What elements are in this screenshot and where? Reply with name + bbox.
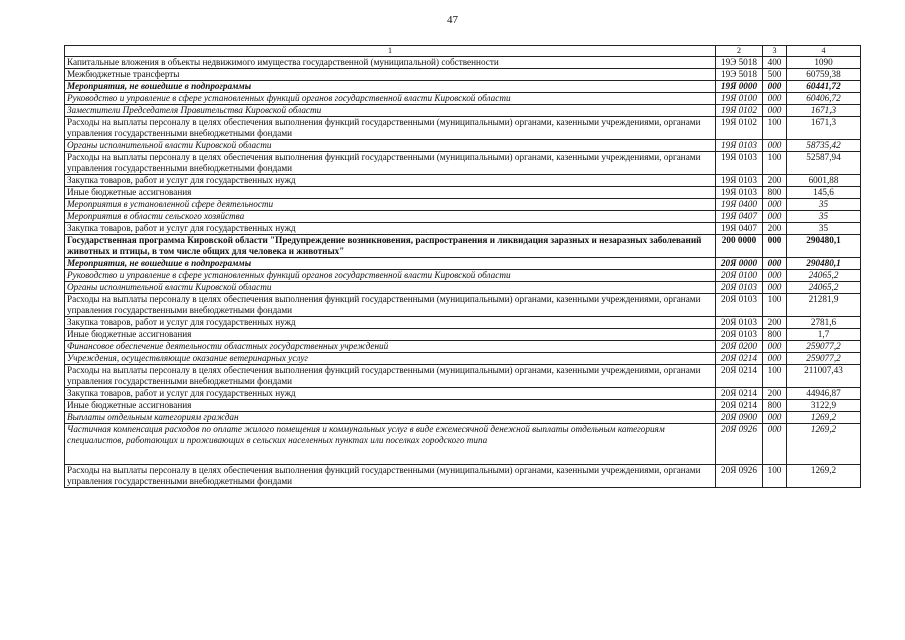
row-name-cell: Заместители Председателя Правительства Кировской области (65, 105, 716, 117)
row-expense-type-cell: 800 (763, 329, 787, 341)
row-expense-type-cell: 800 (763, 187, 787, 199)
table-row (65, 117, 861, 140)
table-row (65, 140, 861, 152)
row-expense-type-cell: 000 (763, 424, 787, 465)
row-code-cell: 20Я 0103 (716, 329, 763, 341)
table-row (65, 93, 861, 105)
table-row (65, 317, 861, 329)
table-row (65, 365, 861, 388)
row-code-cell: 20Я 0900 (716, 412, 763, 424)
row-code-cell: 19Я 0103 (716, 140, 763, 152)
table-row (65, 81, 861, 93)
row-sum-cell: 60406,72 (787, 93, 861, 105)
row-name-cell: Государственная программа Кировской области "Предупреждение возникновения, распространения и ликвидация заразных и незаразных заболеваний животных и птицы, в том числе общих для человека и животных" (65, 235, 716, 258)
row-name-cell: Мероприятия в области сельского хозяйства (65, 211, 716, 223)
row-code-cell: 19Я 0400 (716, 199, 763, 211)
row-code-cell: 20Я 0926 (716, 424, 763, 465)
row-expense-type-cell: 100 (763, 117, 787, 140)
row-name-cell: Мероприятия в установленной сфере деятельности (65, 199, 716, 211)
row-sum-cell: 3122,9 (787, 400, 861, 412)
row-sum-cell: 145,6 (787, 187, 861, 199)
row-code-cell: 20Я 0000 (716, 258, 763, 270)
row-code-cell: 19Я 0000 (716, 81, 763, 93)
header-col-1: 1 (65, 46, 716, 57)
table-row (65, 187, 861, 199)
row-sum-cell: 44946,87 (787, 388, 861, 400)
row-sum-cell: 6001,88 (787, 175, 861, 187)
row-code-cell: 20Я 0103 (716, 282, 763, 294)
row-sum-cell: 52587,94 (787, 152, 861, 175)
row-expense-type-cell: 000 (763, 105, 787, 117)
row-name-cell: Руководство и управление в сфере установленных функций органов государственной власти Кировской области (65, 270, 716, 282)
table-row (65, 388, 861, 400)
row-expense-type-cell: 400 (763, 57, 787, 69)
row-name-cell: Закупка товаров, работ и услуг для государственных нужд (65, 317, 716, 329)
row-expense-type-cell: 200 (763, 388, 787, 400)
row-sum-cell: 60759,38 (787, 69, 861, 81)
row-name-cell: Закупка товаров, работ и услуг для государственных нужд (65, 388, 716, 400)
table-row (65, 69, 861, 81)
row-expense-type-cell: 500 (763, 69, 787, 81)
table-row (65, 424, 861, 465)
row-expense-type-cell: 000 (763, 81, 787, 93)
row-expense-type-cell: 800 (763, 400, 787, 412)
row-sum-cell: 35 (787, 211, 861, 223)
row-sum-cell: 24065,2 (787, 282, 861, 294)
table-row (65, 400, 861, 412)
row-code-cell: 20Я 0214 (716, 388, 763, 400)
row-expense-type-cell: 200 (763, 175, 787, 187)
row-expense-type-cell: 000 (763, 353, 787, 365)
row-expense-type-cell: 000 (763, 270, 787, 282)
table-row (65, 235, 861, 258)
row-expense-type-cell: 100 (763, 365, 787, 388)
row-expense-type-cell: 000 (763, 341, 787, 353)
row-sum-cell: 1671,3 (787, 117, 861, 140)
row-expense-type-cell: 200 (763, 223, 787, 235)
row-sum-cell: 58735,42 (787, 140, 861, 152)
row-expense-type-cell: 100 (763, 465, 787, 488)
row-code-cell: 19Я 0407 (716, 223, 763, 235)
row-code-cell: 19Э 5018 (716, 57, 763, 69)
row-name-cell: Иные бюджетные ассигнования (65, 187, 716, 199)
header-col-3: 3 (763, 46, 787, 57)
row-code-cell: 20Я 0926 (716, 465, 763, 488)
row-sum-cell: 21281,9 (787, 294, 861, 317)
table-row (65, 282, 861, 294)
table-row (65, 223, 861, 235)
row-name-cell: Расходы на выплаты персоналу в целях обеспечения выполнения функций государственными (муниципальными) органами, казенными учреждениями, органами управления государственными внебюджетными фондами (65, 294, 716, 317)
row-name-cell: Иные бюджетные ассигнования (65, 329, 716, 341)
row-expense-type-cell: 000 (763, 93, 787, 105)
row-sum-cell: 1269,2 (787, 424, 861, 465)
row-expense-type-cell: 200 (763, 317, 787, 329)
row-name-cell: Межбюджетные трансферты (65, 69, 716, 81)
page-number: 47 (447, 14, 458, 26)
row-name-cell: Органы исполнительной власти Кировской области (65, 140, 716, 152)
row-sum-cell: 1671,3 (787, 105, 861, 117)
table-header-row (65, 46, 861, 57)
row-name-cell: Финансовое обеспечение деятельности областных государственных учреждений (65, 341, 716, 353)
table-row (65, 105, 861, 117)
row-name-cell: Расходы на выплаты персоналу в целях обеспечения выполнения функций государственными (муниципальными) органами, казенными учреждениями, органами управления государственными внебюджетными фондами (65, 365, 716, 388)
row-name-cell: Учреждения, осуществляющие оказание ветеринарных услуг (65, 353, 716, 365)
row-code-cell: 20Я 0214 (716, 365, 763, 388)
row-code-cell: 19Я 0103 (716, 187, 763, 199)
table-row (65, 175, 861, 187)
row-name-cell: Расходы на выплаты персоналу в целях обеспечения выполнения функций государственными (муниципальными) органами, казенными учреждениями, органами управления государственными внебюджетными фондами (65, 152, 716, 175)
row-name-cell: Расходы на выплаты персоналу в целях обеспечения выполнения функций государственными (муниципальными) органами, казенными учреждениями, органами управления государственными внебюджетными фондами (65, 117, 716, 140)
row-sum-cell: 1,7 (787, 329, 861, 341)
row-expense-type-cell: 000 (763, 211, 787, 223)
row-expense-type-cell: 000 (763, 412, 787, 424)
row-expense-type-cell: 100 (763, 152, 787, 175)
row-code-cell: 200 0000 (716, 235, 763, 258)
row-expense-type-cell: 000 (763, 140, 787, 152)
row-sum-cell: 290480,1 (787, 258, 861, 270)
table-row (65, 199, 861, 211)
row-name-cell: Частичная компенсация расходов по оплате жилого помещения и коммунальных услуг в виде ежемесячной денежной выплаты отдельным категориям специалистов, работающих и проживающих в сельских населенных пунктах или поселках городского типа (65, 424, 716, 465)
row-sum-cell: 60441,72 (787, 81, 861, 93)
row-code-cell: 19Я 0102 (716, 117, 763, 140)
row-code-cell: 20Я 0214 (716, 353, 763, 365)
row-code-cell: 19Я 0102 (716, 105, 763, 117)
row-name-cell: Расходы на выплаты персоналу в целях обеспечения выполнения функций государственными (муниципальными) органами, казенными учреждениями, органами управления государственными внебюджетными фондами (65, 465, 716, 488)
header-col-2: 2 (716, 46, 763, 57)
row-name-cell: Капитальные вложения в объекты недвижимого имущества государственной (муниципальной) собственности (65, 57, 716, 69)
row-code-cell: 20Я 0100 (716, 270, 763, 282)
row-expense-type-cell: 100 (763, 294, 787, 317)
row-sum-cell: 1269,2 (787, 465, 861, 488)
table-row (65, 211, 861, 223)
row-name-cell: Мероприятия, не вошедшие в подпрограммы (65, 258, 716, 270)
budget-table (64, 45, 861, 488)
row-code-cell: 19Я 0407 (716, 211, 763, 223)
table-row (65, 329, 861, 341)
row-expense-type-cell: 000 (763, 258, 787, 270)
row-name-cell: Мероприятия, не вошедшие в подпрограммы (65, 81, 716, 93)
row-sum-cell: 1269,2 (787, 412, 861, 424)
row-code-cell: 20Я 0103 (716, 317, 763, 329)
row-name-cell: Закупка товаров, работ и услуг для государственных нужд (65, 223, 716, 235)
header-col-4: 4 (787, 46, 861, 57)
row-code-cell: 20Я 0214 (716, 400, 763, 412)
row-name-cell: Закупка товаров, работ и услуг для государственных нужд (65, 175, 716, 187)
table-row (65, 412, 861, 424)
table-row (65, 270, 861, 282)
row-code-cell: 19Я 0100 (716, 93, 763, 105)
row-expense-type-cell: 000 (763, 235, 787, 258)
row-code-cell: 20Я 0200 (716, 341, 763, 353)
table-row (65, 57, 861, 69)
row-name-cell: Иные бюджетные ассигнования (65, 400, 716, 412)
row-expense-type-cell: 000 (763, 282, 787, 294)
row-code-cell: 19Я 0103 (716, 152, 763, 175)
table-row (65, 152, 861, 175)
row-code-cell: 19Э 5018 (716, 69, 763, 81)
row-code-cell: 20Я 0103 (716, 294, 763, 317)
row-sum-cell: 35 (787, 199, 861, 211)
table-row (65, 341, 861, 353)
table-row (65, 353, 861, 365)
row-sum-cell: 290480,1 (787, 235, 861, 258)
table-row (65, 465, 861, 488)
row-sum-cell: 1090 (787, 57, 861, 69)
row-name-cell: Руководство и управление в сфере установленных функций органов государственной власти Кировской области (65, 93, 716, 105)
table-row (65, 294, 861, 317)
row-sum-cell: 211007,43 (787, 365, 861, 388)
row-name-cell: Выплаты отдельным категориям граждан (65, 412, 716, 424)
row-sum-cell: 259077,2 (787, 353, 861, 365)
row-sum-cell: 24065,2 (787, 270, 861, 282)
row-sum-cell: 259077,2 (787, 341, 861, 353)
table-row (65, 258, 861, 270)
row-name-cell: Органы исполнительной власти Кировской области (65, 282, 716, 294)
budget-table-body (65, 46, 861, 488)
row-sum-cell: 2781,6 (787, 317, 861, 329)
row-sum-cell: 35 (787, 223, 861, 235)
row-code-cell: 19Я 0103 (716, 175, 763, 187)
row-expense-type-cell: 000 (763, 199, 787, 211)
